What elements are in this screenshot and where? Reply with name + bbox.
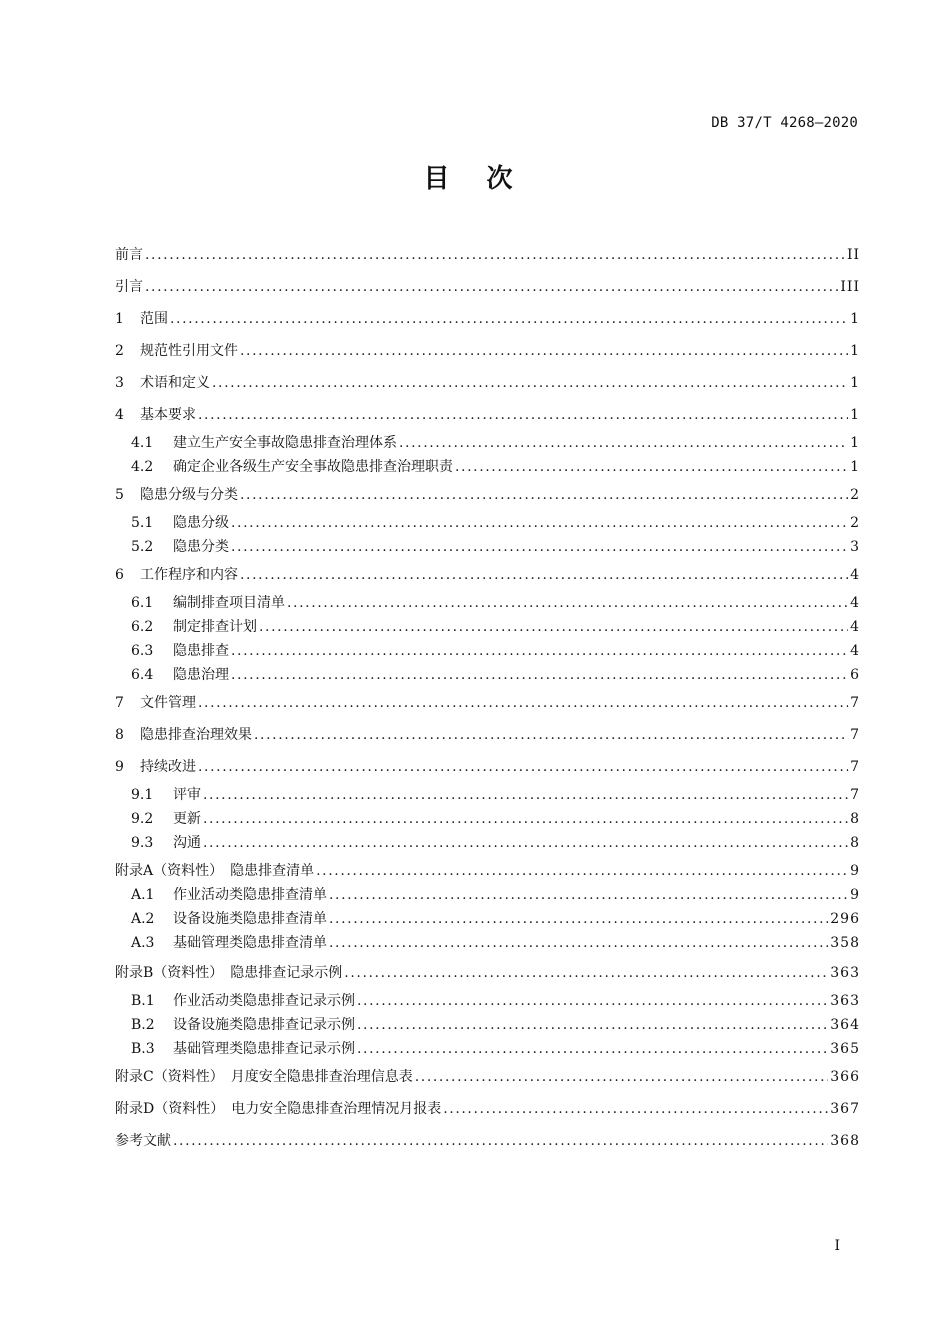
- toc-subentry[interactable]: [131, 665, 860, 685]
- toc-entry[interactable]: [115, 1099, 860, 1119]
- toc-entry-page: 363: [830, 965, 860, 981]
- toc-entry-title: 前言: [115, 247, 143, 263]
- toc-entry-title: 隐患分级: [173, 515, 229, 531]
- toc-entry-number: B.2: [131, 1017, 155, 1033]
- toc-subentry[interactable]: [131, 785, 860, 805]
- toc-leader-dots: [329, 885, 848, 905]
- toc-entry-title: 附录D（资料性） 电力安全隐患排查治理情况月报表: [115, 1101, 442, 1117]
- toc-subentry[interactable]: [131, 513, 860, 533]
- toc-entry-page: 7: [850, 787, 860, 803]
- page-title: 目 次: [423, 164, 527, 194]
- toc-subentry[interactable]: [131, 991, 860, 1011]
- toc-entry-title: 建立生产安全事故隐患排查治理体系: [173, 435, 397, 451]
- toc-entry-page: 9: [850, 863, 860, 879]
- toc-subentry[interactable]: [131, 593, 860, 613]
- toc-entry-title: 作业活动类隐患排查清单: [173, 887, 327, 903]
- toc-subentry[interactable]: [131, 641, 860, 661]
- toc-entry-title: 隐患分级与分类: [140, 487, 238, 503]
- toc-entry-title: 隐患分类: [173, 539, 229, 555]
- toc-entry-page: 7: [850, 759, 860, 775]
- toc-entry-number: 6.2: [131, 619, 154, 635]
- toc-entry-title: 隐患治理: [173, 667, 229, 683]
- toc-entry-number: 7: [115, 695, 124, 711]
- toc-entry-title: 设备设施类隐患排查清单: [173, 911, 327, 927]
- toc-entry-title: 更新: [173, 811, 201, 827]
- toc-entry-title: 规范性引用文件: [140, 343, 238, 359]
- toc-subentry[interactable]: [131, 909, 860, 929]
- toc-subentry[interactable]: [131, 933, 860, 953]
- toc-entry-number: 5.1: [131, 515, 154, 531]
- toc-entry-page: 2: [850, 487, 860, 503]
- toc-entry-page: 364: [830, 1017, 860, 1033]
- toc-entry[interactable]: [115, 373, 860, 393]
- toc-subentry[interactable]: [131, 1015, 860, 1035]
- toc-entry-page: 4: [850, 567, 860, 583]
- toc-entry-page: II: [846, 247, 860, 263]
- toc-entry-title: 设备设施类隐患排查记录示例: [173, 1017, 355, 1033]
- toc-leader-dots: [203, 785, 848, 805]
- toc-entry[interactable]: [115, 245, 860, 265]
- toc-entry-number: 5.2: [131, 539, 154, 555]
- toc-entry-number: B.3: [131, 1041, 155, 1057]
- toc-entry-number: 9.1: [131, 787, 154, 803]
- toc-entry[interactable]: [115, 341, 860, 361]
- toc-entry-number: 4: [115, 407, 124, 423]
- toc-leader-dots: [329, 933, 828, 953]
- toc-leader-dots: [357, 1039, 828, 1059]
- toc-entry-page: 4: [850, 643, 860, 659]
- document-code: DB 37/T 4268—2020: [711, 115, 858, 131]
- toc-entry-title: 基础管理类隐患排查清单: [173, 935, 327, 951]
- toc-entry[interactable]: [115, 861, 860, 881]
- toc-entry-title: 参考文献: [115, 1133, 171, 1149]
- toc-entry-number: 3: [115, 375, 124, 391]
- toc-entry-page: 7: [850, 695, 860, 711]
- toc-entry-title: 附录C（资料性） 月度安全隐患排查治理信息表: [115, 1069, 413, 1085]
- toc-leader-dots: [173, 1131, 828, 1151]
- toc-leader-dots: [198, 693, 848, 713]
- toc-subentry[interactable]: [131, 433, 860, 453]
- toc-leader-dots: [259, 617, 848, 637]
- toc-leader-dots: [203, 833, 848, 853]
- toc-entry[interactable]: [115, 565, 860, 585]
- toc-entry-number: 9.3: [131, 835, 154, 851]
- toc-entry-page: 358: [830, 935, 860, 951]
- toc-leader-dots: [170, 309, 848, 329]
- toc-entry-page: 366: [830, 1069, 860, 1085]
- toc-subentry[interactable]: [131, 809, 860, 829]
- toc-leader-dots: [287, 593, 848, 613]
- toc-entry-title: 文件管理: [140, 695, 196, 711]
- toc-entry-number: 2: [115, 343, 124, 359]
- toc-entry-page: 368: [830, 1133, 860, 1149]
- toc-entry[interactable]: [115, 725, 860, 745]
- toc-entry-title: 沟通: [173, 835, 201, 851]
- toc-leader-dots: [455, 457, 848, 477]
- toc-entry-page: III: [840, 279, 860, 295]
- toc-subentry[interactable]: [131, 537, 860, 557]
- toc-entry-number: A.3: [131, 935, 155, 951]
- toc-subentry[interactable]: [131, 1039, 860, 1059]
- toc-entry-page: 6: [850, 667, 860, 683]
- toc-leader-dots: [240, 565, 848, 585]
- toc-entry-title: 工作程序和内容: [140, 567, 238, 583]
- toc-entry-number: 8: [115, 727, 124, 743]
- toc-entry-page: 367: [830, 1101, 860, 1117]
- toc-leader-dots: [240, 341, 848, 361]
- toc-entry[interactable]: [115, 277, 860, 297]
- toc-entry[interactable]: [115, 757, 860, 777]
- toc-leader-dots: [198, 405, 848, 425]
- toc-leader-dots: [357, 1015, 828, 1035]
- toc-leader-dots: [203, 809, 848, 829]
- toc-entry-number: 6.4: [131, 667, 154, 683]
- toc-leader-dots: [212, 373, 848, 393]
- toc-entry-number: 1: [115, 311, 124, 327]
- toc-entry-title: 确定企业各级生产安全事故隐患排查治理职责: [173, 459, 453, 475]
- toc-entry-page: 8: [850, 835, 860, 851]
- toc-entry-page: 9: [850, 887, 860, 903]
- toc-leader-dots: [231, 665, 848, 685]
- toc-leader-dots: [231, 537, 848, 557]
- toc-entry-title: 基本要求: [140, 407, 196, 423]
- toc-entry-title: 评审: [173, 787, 201, 803]
- toc-leader-dots: [415, 1067, 829, 1087]
- toc-entry-number: 6.1: [131, 595, 154, 611]
- toc-entry-page: 1: [850, 375, 860, 391]
- toc-entry[interactable]: [115, 693, 860, 713]
- toc-entry-page: 1: [850, 343, 860, 359]
- toc-entry-number: 5: [115, 487, 124, 503]
- toc-entry[interactable]: [115, 1131, 860, 1151]
- toc-entry-title: 作业活动类隐患排查记录示例: [173, 993, 355, 1009]
- toc-entry-page: 1: [850, 407, 860, 423]
- toc-entry-number: 4.1: [131, 435, 154, 451]
- toc-entry-page: 3: [850, 539, 860, 555]
- toc-entry-page: 8: [850, 811, 860, 827]
- toc-entry-page: 2: [850, 515, 860, 531]
- toc-entry-title: 附录B（资料性） 隐患排查记录示例: [115, 965, 343, 981]
- toc-entry-title: 隐患排查治理效果: [140, 727, 252, 743]
- toc-entry-number: 9.2: [131, 811, 154, 827]
- toc-entry-number: A.2: [131, 911, 155, 927]
- toc-entry-number: 4.2: [131, 459, 154, 475]
- toc-entry[interactable]: [115, 963, 860, 983]
- toc-entry-page: 296: [830, 911, 860, 927]
- toc-leader-dots: [254, 725, 848, 745]
- toc-subentry[interactable]: [131, 833, 860, 853]
- toc-entry-number: 6.3: [131, 643, 154, 659]
- page-number: I: [834, 1238, 840, 1254]
- toc-subentry[interactable]: [131, 457, 860, 477]
- toc-entry-number: 6: [115, 567, 124, 583]
- toc-subentry[interactable]: [131, 617, 860, 637]
- toc-leader-dots: [145, 277, 838, 297]
- toc-entry-title: 制定排查计划: [173, 619, 257, 635]
- toc-entry[interactable]: [115, 485, 860, 505]
- toc-entry-number: 9: [115, 759, 124, 775]
- toc-subentry[interactable]: [131, 885, 860, 905]
- toc-entry-page: 7: [850, 727, 860, 743]
- toc-entry-title: 引言: [115, 279, 143, 295]
- toc-leader-dots: [443, 1099, 828, 1119]
- toc-entry-title: 范围: [140, 311, 168, 327]
- toc-entry-page: 1: [850, 459, 860, 475]
- toc-leader-dots: [357, 991, 828, 1011]
- toc-entry-title: 隐患排查: [173, 643, 229, 659]
- toc-entry-page: 365: [830, 1041, 860, 1057]
- toc-entry-title: 术语和定义: [140, 375, 210, 391]
- toc-leader-dots: [399, 433, 848, 453]
- toc-leader-dots: [240, 485, 848, 505]
- toc-entry-page: 1: [850, 311, 860, 327]
- toc-entry-title: 编制排查项目清单: [173, 595, 285, 611]
- toc-entry[interactable]: [115, 405, 860, 425]
- toc-entry-page: 363: [830, 993, 860, 1009]
- toc-leader-dots: [231, 513, 848, 533]
- toc-entry-number: A.1: [131, 887, 155, 903]
- toc-entry-title: 持续改进: [140, 759, 196, 775]
- toc-entry[interactable]: [115, 1067, 860, 1087]
- toc-entry-title: 附录A（资料性） 隐患排查清单: [115, 863, 315, 879]
- toc-leader-dots: [198, 757, 848, 777]
- toc-entry-page: 1: [850, 435, 860, 451]
- toc-leader-dots: [344, 963, 828, 983]
- toc-leader-dots: [329, 909, 828, 929]
- toc-entry-page: 4: [850, 619, 860, 635]
- toc-leader-dots: [231, 641, 848, 661]
- toc-leader-dots: [145, 245, 845, 265]
- toc-leader-dots: [316, 861, 848, 881]
- toc-entry-page: 4: [850, 595, 860, 611]
- toc-entry-title: 基础管理类隐患排查记录示例: [173, 1041, 355, 1057]
- toc-entry-number: B.1: [131, 993, 155, 1009]
- toc-entry[interactable]: [115, 309, 860, 329]
